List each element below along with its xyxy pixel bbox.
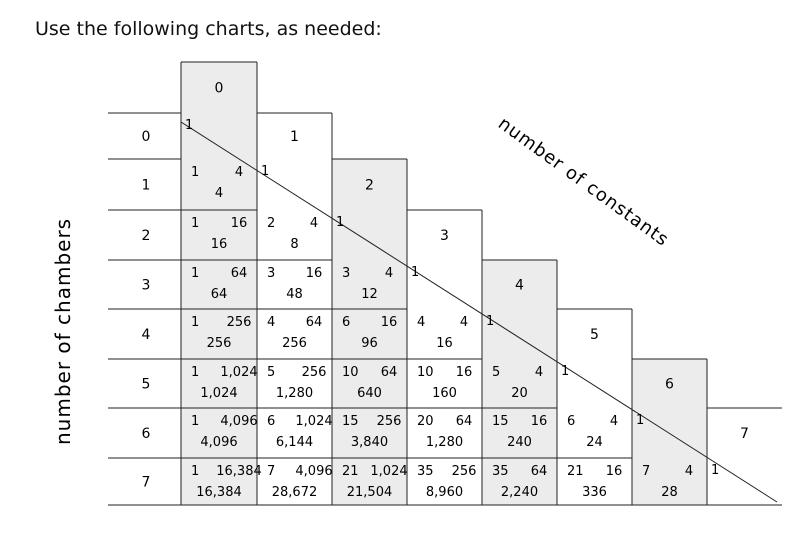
cell-coef: 15 — [342, 414, 359, 429]
cell-product: 12 — [361, 287, 378, 302]
cell-product: 8,960 — [425, 485, 464, 500]
row-label-6: 6 — [141, 426, 151, 442]
cell-power: 256 — [301, 365, 327, 380]
cell-product: 28,672 — [271, 485, 318, 500]
cell-product: 28 — [661, 485, 678, 500]
cell-product: 3,840 — [350, 435, 389, 450]
cell-power: 64 — [455, 414, 473, 429]
cell-coef: 20 — [417, 414, 434, 429]
cell-coef: 10 — [342, 365, 359, 380]
diagonal-one-1: 1 — [261, 164, 270, 179]
row-label-3: 3 — [141, 277, 151, 294]
cell-power: 256 — [376, 414, 402, 429]
cell-coef: 1 — [191, 165, 200, 180]
cell-product: 16 — [210, 237, 228, 252]
diagonal-line — [181, 122, 777, 502]
diagonal-one-3: 1 — [411, 265, 420, 280]
cell-product: 6,144 — [275, 435, 314, 450]
cell-product: 4,096 — [200, 435, 238, 450]
row-label-7: 7 — [141, 474, 151, 491]
diagonal-one-7: 1 — [711, 463, 720, 478]
cell-coef: 35 — [492, 464, 509, 479]
cell-coef: 3 — [267, 266, 276, 281]
diagonal-one-4: 1 — [486, 314, 495, 329]
axis-label-chambers: number of chambers — [51, 217, 75, 445]
cell-coef: 6 — [567, 414, 576, 429]
cell-coef: 1 — [191, 216, 200, 231]
cell-coef: 21 — [342, 464, 359, 479]
cell-power: 4 — [384, 266, 394, 281]
cell-product: 20 — [511, 386, 528, 401]
diagonal-one-2: 1 — [336, 215, 345, 230]
cell-coef: 10 — [417, 365, 434, 380]
row-label-4: 4 — [141, 327, 151, 343]
diagonal-one-6: 1 — [636, 413, 645, 428]
intro-text: Use the following charts, as needed: — [35, 18, 382, 40]
cell-product: 2,240 — [500, 485, 539, 500]
cell-coef: 21 — [567, 464, 584, 479]
cell-power: 4 — [234, 165, 244, 180]
cell-power: 1,024 — [370, 464, 408, 479]
cell-product: 8 — [290, 237, 299, 252]
cell-power: 16 — [380, 315, 398, 330]
cell-coef: 1 — [191, 414, 200, 429]
cell-product: 96 — [361, 336, 378, 351]
cell-power: 16 — [305, 266, 323, 281]
col-label-0: 0 — [214, 80, 224, 97]
col-label-5: 5 — [590, 327, 599, 343]
cell-product: 1,024 — [200, 386, 238, 401]
col-label-3: 3 — [440, 228, 449, 244]
cell-coef: 4 — [267, 315, 276, 330]
axis-label-constants: number of constants — [494, 113, 673, 251]
cell-product: 16,384 — [196, 485, 242, 500]
diagonal-one-5: 1 — [561, 364, 570, 379]
cell-product: 256 — [282, 336, 307, 351]
cell-power: 4 — [684, 464, 694, 479]
cell-coef: 6 — [267, 414, 276, 429]
cell-product: 16 — [436, 336, 453, 351]
cell-power: 4 — [459, 315, 469, 330]
cell-power: 4,096 — [295, 464, 333, 479]
diagonal-one-0: 1 — [185, 118, 194, 133]
cell-power: 64 — [380, 365, 398, 380]
cell-product: 640 — [357, 386, 382, 401]
cell-product: 24 — [586, 435, 603, 450]
cell-product: 64 — [210, 287, 228, 302]
col-label-7: 7 — [740, 426, 749, 442]
row-label-0: 0 — [141, 129, 151, 145]
cell-product: 160 — [432, 386, 457, 401]
cell-power: 16 — [605, 464, 623, 479]
cell-power: 16 — [455, 365, 473, 380]
cell-coef: 3 — [342, 266, 351, 281]
col-label-6: 6 — [665, 376, 674, 393]
cell-product: 4 — [214, 186, 224, 201]
cell-power: 16,384 — [216, 464, 262, 479]
cell-power: 4 — [609, 414, 619, 429]
cell-power: 1,024 — [295, 414, 333, 429]
cell-power: 16 — [530, 414, 548, 429]
col-label-4: 4 — [515, 277, 524, 294]
row-label-1: 1 — [141, 177, 151, 194]
cell-coef: 15 — [492, 414, 509, 429]
cell-power: 16 — [230, 216, 248, 231]
col-label-2: 2 — [365, 177, 374, 194]
cell-coef: 35 — [417, 464, 434, 479]
cell-power: 64 — [230, 266, 248, 281]
cell-coef: 5 — [492, 365, 501, 380]
cell-power: 64 — [530, 464, 548, 479]
cell-power: 64 — [305, 315, 323, 330]
row-label-5: 5 — [141, 376, 151, 393]
cell-coef: 2 — [267, 216, 276, 231]
cell-coef: 1 — [191, 315, 200, 330]
cell-product: 1,280 — [275, 386, 314, 401]
cell-product: 1,280 — [425, 435, 464, 450]
cell-coef: 5 — [267, 365, 276, 380]
cell-product: 240 — [507, 435, 532, 450]
cell-power: 256 — [226, 315, 252, 330]
cell-coef: 1 — [191, 464, 200, 479]
shaded-column-2 — [332, 159, 407, 505]
cell-coef: 1 — [191, 365, 200, 380]
cell-product: 336 — [582, 485, 607, 500]
cell-coef: 6 — [342, 315, 351, 330]
cell-power: 4 — [534, 365, 544, 380]
col-label-1: 1 — [290, 129, 299, 145]
cell-power: 1,024 — [220, 365, 258, 380]
cell-coef: 7 — [642, 464, 651, 479]
cell-product: 21,504 — [346, 485, 393, 500]
row-label-2: 2 — [141, 228, 151, 244]
cell-product: 256 — [206, 336, 232, 351]
cell-power: 4 — [309, 216, 319, 231]
cell-coef: 1 — [191, 266, 200, 281]
cell-power: 4,096 — [220, 414, 258, 429]
cell-coef: 7 — [267, 464, 276, 479]
cell-power: 256 — [451, 464, 477, 479]
cell-product: 48 — [286, 287, 303, 302]
cell-coef: 4 — [417, 315, 426, 330]
